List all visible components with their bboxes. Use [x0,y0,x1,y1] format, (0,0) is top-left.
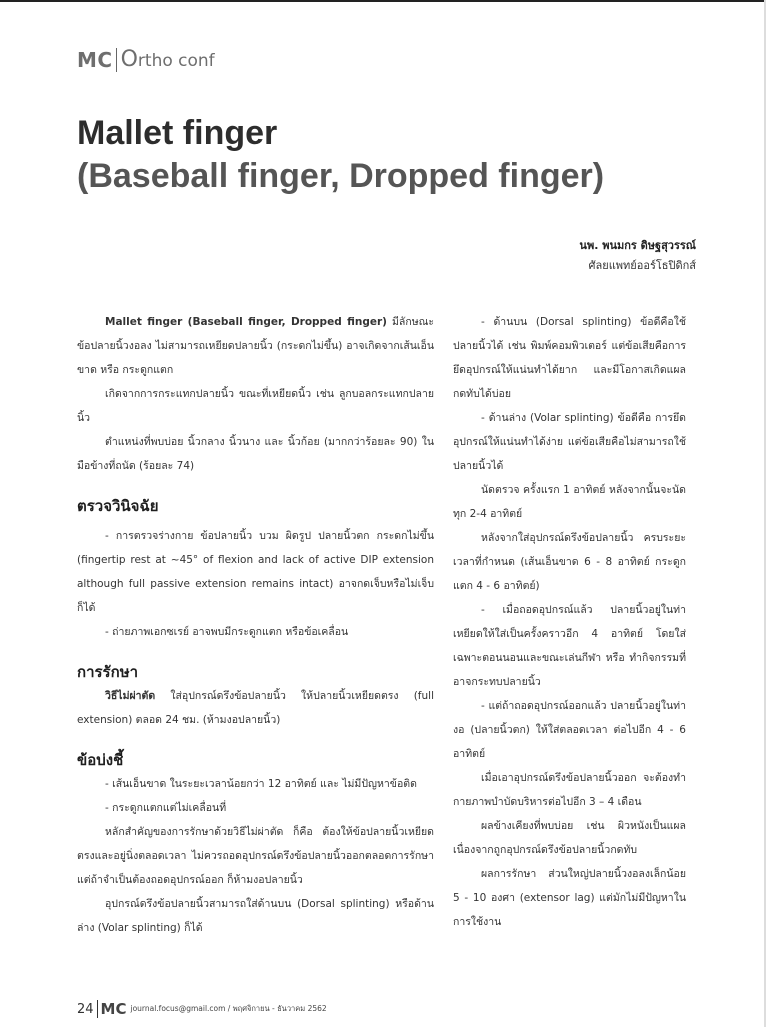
physiotherapy: เมื่อเอาอุปกรณ์ดรึงข้อปลายนิ้วออก จะต้องทำกายภาพบำบัดบริหารต่อไปอีก 3 – 4 เดือน [453,772,686,808]
outcome: ผลการรักษา ส่วนใหญ่ปลายนิ้วงอลงเล็กน้อย 5 - 10 องศา (extensor lag) แต่มักไม่มีปัญหาในการใช้งาน [453,868,686,928]
intro-paragraph: ตำแหน่งที่พบบ่อย นิ้วกลาง นิ้วนาง และ นิ้วก้อย (มากกว่าร้อยละ 90) ในมือข้างที่ถนัด (ร้อยละ 74) [77,436,434,472]
top-rule [0,0,766,2]
heading-diagnosis: ตรวจวินิจฉัย [77,497,159,515]
follow-up: นัดตรวจ ครั้งแรก 1 อาทิตย์ หลังจากนั้นจะนัดทุก 2-4 อาทิตย์ [453,484,686,520]
footer-info: journal.focus@gmail.com / พฤศจิกายน - ธันวาคม 2562 [130,1004,327,1013]
column-right [453,310,686,934]
page-footer [77,1000,327,1018]
intro-paragraph: Mallet finger (Baseball finger, Dropped finger) มีลักษณะข้อปลายนิ้วงอลง ไม่สามารถเหยียดปลายนิ้ว (กระดกไม่ขึ้น) อาจเกิดจากเส้นเอ็นขาด หรือ กระดูกแตก [77,316,435,376]
indication-item: - กระดูกแตกแต่ไม่เคลื่อนที่ [105,802,227,814]
diagnosis-item: - ถ่ายภาพเอกซเรย์ อาจพบมีกระดูกแตก หรือข้อเคลื่อน [105,626,349,638]
author-name: นพ. พนมกร ดิษฐสุวรรณ์ [579,239,696,252]
intro-term: Mallet finger (Baseball finger, Dropped finger) [105,316,387,328]
heading-treatment: การรักษา [77,663,139,681]
article-subtitle: (Baseball finger, Dropped finger) [77,157,605,195]
treatment-term: วิธีไม่ผ่าตัด [105,690,156,702]
splint-volar: - ด้านล่าง (Volar splinting) ข้อดีคือ การยึดอุปกรณ์ให้แน่นทำได้ง่าย แต่ข้อเสียคือไม่สามารถใช้ปลายนิ้วได้ [453,412,686,472]
footer-brand: MC [100,1000,127,1018]
header-divider [116,48,117,72]
after-removal-extended: - เมื่อถอดอุปกรณ์แล้ว ปลายนิ้วอยู่ในท่าเหยียดให้ใส่เป็นครั้งคราวอีก 4 อาทิตย์ โดยใส่เฉพาะตอนนอนและขณะเล่นกีฬา หรือ ทำกิจกรรมที่อาจกระทบปลายนิ้ว [453,604,686,688]
footer-divider [97,1000,98,1018]
diagnosis-item: - การตรวจร่างกาย ข้อปลายนิ้ว บวม ผิดรูป ปลายนิ้วตก กระดกไม่ขึ้น (fingertip rest at ~45° of flexion and lack of active DIP extension although full passive extension remains intact) อาจกดเจ็บหรือไม่เจ็บก็ได้ [77,530,434,614]
after-removal-flexed: - แต่ถ้าถอดอุปกรณ์ออกแล้ว ปลายนิ้วอยู่ในท่างอ (ปลายนิ้วตก) ให้ใส่ตลอดเวลา ต่อไปอีก 4 - 6 อาทิตย์ [453,700,686,760]
column-left [77,310,434,940]
article-title: Mallet finger [77,114,278,152]
splint-dorsal: - ด้านบน (Dorsal splinting) ข้อดีคือใช้ปลายนิ้วได้ เช่น พิมพ์คอมพิวเตอร์ แต่ข้อเสียคือการยึดอุปกรณ์ให้แน่นทำได้ยาก และมีโอกาสเกิดแผลกดทับได้บ่อย [453,316,686,400]
section-rest: rtho conf [137,51,215,71]
page-number: 24 [77,1001,94,1017]
indication-paragraph: หลักสำคัญของการรักษาด้วยวิธีไม่ผ่าตัด ก็คือ ต้องให้ข้อปลายนิ้วเหยียดตรงและอยู่นิ่งตลอดเวลา ไม่ควรถอดอุปกรณ์ดรึงข้อปลายนิ้วออกตลอดการรักษา แต่ถ้าจำเป็นต้องถอดอุปกรณ์ออก ก็ห้ามงอปลายนิ้ว [77,826,434,886]
author-block [579,236,696,276]
section-header [77,47,215,72]
section-name [121,47,215,72]
intro-paragraph: เกิดจากการกระแทกปลายนิ้ว ขณะที่เหยียดนิ้ว เช่น ลูกบอลกระแทกปลายนิ้ว [77,388,434,424]
author-role: ศัลยแพทย์ออร์โธปิดิกส์ [588,259,696,272]
section-initial: O [120,47,138,72]
indication-paragraph: อุปกรณ์ดรึงข้อปลายนิ้วสามารถใส่ด้านบน (Dorsal splinting) หรือด้านล่าง (Volar splinting) ก็ได้ [77,898,434,934]
splint-duration: หลังจากใส่อุปกรณ์ดรึงข้อปลายนิ้ว ครบระยะเวลาที่กำหนด (เส้นเอ็นขาด 6 - 8 อาทิตย์ กระดูกแตก 4 - 6 อาทิตย์) [453,532,686,592]
side-effects: ผลข้างเคียงที่พบบ่อย เช่น ผิวหนังเป็นแผลเนื่องจากถูกอุปกรณ์ดรึงข้อปลายนิ้วกดทับ [453,820,686,856]
brand-logo: MC [77,47,113,72]
treatment-paragraph: วิธีไม่ผ่าตัด ใส่อุปกรณ์ดรึงข้อปลายนิ้ว ให้ปลายนิ้วเหยียดตรง (full extension) ตลอด 24 ชม. (ห้ามงอปลายนิ้ว) [77,690,434,726]
heading-indications: ข้อบ่งชี้ [77,751,124,769]
indication-item: - เส้นเอ็นขาด ในระยะเวลาน้อยกว่า 12 อาทิตย์ และ ไม่มีปัญหาข้อติด [105,778,417,790]
